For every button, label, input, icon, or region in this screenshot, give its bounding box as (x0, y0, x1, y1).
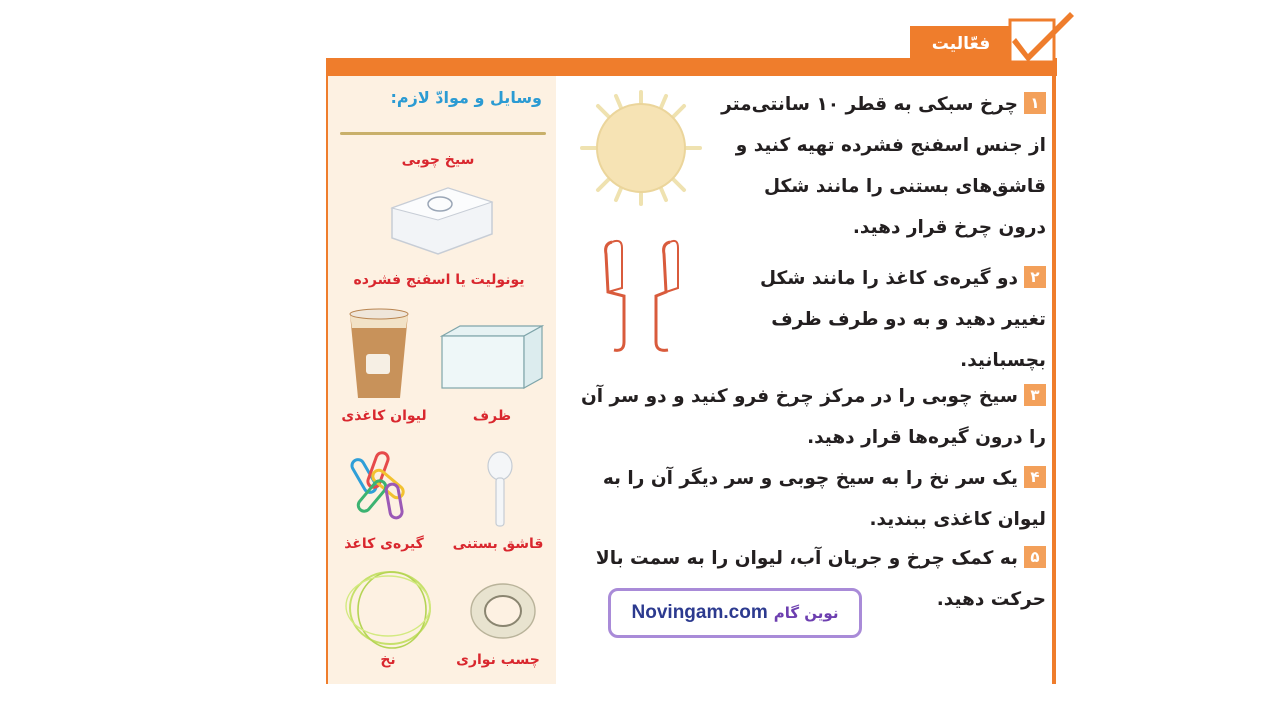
tape-roll-image (468, 580, 538, 642)
foam-wheel-image (576, 86, 706, 210)
materials-panel (328, 76, 556, 684)
paper-clips-image (348, 444, 418, 526)
foam-block-image (388, 180, 498, 258)
ice-cream-spoon-image (480, 450, 520, 530)
thread-image (344, 564, 440, 654)
container-label: ظرف (472, 408, 512, 424)
step-number: ۱ (1024, 92, 1046, 114)
novingam-watermark[interactable] (608, 588, 862, 638)
activity-title: فعّالیت (931, 34, 991, 54)
paper-cup-label: لیوان کاغذی (341, 408, 427, 424)
step-text: دو گیره‌ی کاغذ را مانند شکل تغییر دهید و به دو طرف ظرف بچسبانید. (760, 268, 1046, 371)
materials-title: وسایل و موادّ لازم: (390, 88, 542, 107)
step-number: ۲ (1024, 266, 1046, 288)
thread-label: نخ (380, 652, 396, 668)
panel-right-border (1052, 76, 1056, 684)
step-text: به کمک چرخ و جریان آب، لیوان را به سمت بالا حرکت دهید. (595, 548, 1046, 610)
foam-label: یونولیت یا اسفنج فشرده (353, 272, 525, 288)
step-number: ۳ (1024, 384, 1046, 406)
paper-clips-label: گیره‌ی کاغذ (344, 536, 424, 552)
glass-container-image (440, 322, 544, 392)
step-1 (720, 84, 1046, 248)
watermark-site: Novingam.com (631, 602, 768, 623)
materials-divider (340, 132, 546, 135)
step-text: چرخ سبکی به قطر ۱۰ سانتی‌متر از جنس اسفنج فشرده تهیه کنید و قاشق‌های بستنی را مانند شکل درون چرخ قرار دهید. (721, 94, 1046, 238)
tape-label: چسب نواری (456, 652, 540, 668)
ice-cream-spoon-label: قاشق بستنی (452, 536, 544, 552)
step-text: یک سر نخ را به سیخ چوبی و سر دیگر آن را به لیوان کاغذی ببندید. (602, 468, 1046, 530)
step-4 (570, 458, 1046, 540)
step-2 (720, 258, 1046, 381)
step-3 (570, 376, 1046, 458)
skewer-label: سیخ چوبی (401, 152, 475, 168)
bent-paper-clips-image (598, 234, 688, 356)
watermark-name: نوین گام (773, 604, 839, 622)
step-number: ۴ (1024, 466, 1046, 488)
step-number: ۵ (1024, 546, 1046, 568)
step-text: سیخ چوبی را در مرکز چرخ فرو کنید و دو سر آن را درون گیره‌ها قرار دهید. (580, 386, 1046, 448)
paper-cup-image (344, 306, 414, 402)
check-mark-icon (1008, 8, 1078, 64)
